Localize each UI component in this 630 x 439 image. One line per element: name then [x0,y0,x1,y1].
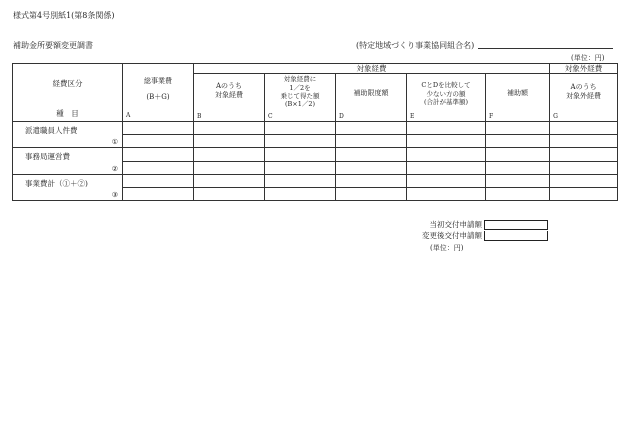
cell-e-lower[interactable] [407,162,486,175]
col-lesser-amount-header [407,74,486,122]
category-bottom-label: 種 目 [56,108,79,118]
initial-application-field[interactable] [484,220,548,230]
row-label: 派遣職員人件費 [25,126,78,136]
row-label-cell [13,148,123,175]
cell-b-lower[interactable] [194,162,265,175]
col-target-cost-line2: 対象経費 [215,91,243,100]
cell-g-lower[interactable] [550,162,618,175]
cell-g-lower[interactable] [550,188,618,201]
cell-b-lower[interactable] [194,188,265,201]
cell-b-upper[interactable] [194,175,265,188]
cell-e-upper[interactable] [407,148,486,162]
organization-name-field[interactable] [478,48,613,49]
row-number: ① [111,137,118,146]
cell-d-upper[interactable] [336,148,407,162]
application-amount-summary [412,219,548,241]
table-row [13,148,618,162]
cell-a-lower[interactable] [123,188,194,201]
row-label-cell [13,175,123,201]
cell-a-upper[interactable] [123,175,194,188]
col-target-cost-header [194,74,265,122]
cell-c-upper[interactable] [265,122,336,135]
summary-unit-label: (単位：円) [430,244,464,252]
cell-d-lower[interactable] [336,188,407,201]
cell-b-upper[interactable] [194,122,265,135]
col-mark-g: G [553,112,558,120]
col-half-amount-line3: 乗じて得た額 [280,91,320,100]
category-header [13,64,123,122]
row-number: ③ [111,190,118,199]
cell-c-lower[interactable] [265,162,336,175]
col-lesser-amount-line1: CとDを比較して [421,81,471,90]
cell-c-upper[interactable] [265,148,336,162]
cell-c-upper[interactable] [265,175,336,188]
col-subsidy-label: 補助額 [507,89,529,98]
cell-g-upper[interactable] [550,148,618,162]
cell-e-lower[interactable] [407,188,486,201]
col-mark-d: D [339,112,344,120]
cell-c-lower[interactable] [265,188,336,201]
row-number: ② [111,164,118,173]
col-mark-f: F [489,112,494,120]
col-total-cost-formula: (B＋G) [146,93,170,102]
cell-e-upper[interactable] [407,122,486,135]
cell-e-lower[interactable] [407,135,486,148]
cell-f-lower[interactable] [486,162,550,175]
cell-g-upper[interactable] [550,175,618,188]
col-mark-e: E [410,112,415,120]
col-nontarget-line1: Aのうち [570,83,597,92]
cell-d-upper[interactable] [336,175,407,188]
col-nontarget-header [550,74,618,122]
cell-a-lower[interactable] [123,162,194,175]
col-mark-b: B [197,112,202,120]
col-subsidy-header [486,74,550,122]
nontarget-cost-group-header: 対象外経費 [550,64,618,74]
col-mark-c: C [268,112,273,120]
cell-b-upper[interactable] [194,148,265,162]
changed-application-field[interactable] [484,231,548,241]
cell-a-upper[interactable] [123,122,194,135]
cell-e-upper[interactable] [407,175,486,188]
cell-f-lower[interactable] [486,188,550,201]
table-row [13,122,618,135]
col-limit-label: 補助限度額 [353,89,389,98]
col-lesser-amount-line2: 少ない方の額 [426,89,466,98]
col-nontarget-line2: 対象外経費 [566,92,602,101]
cell-g-lower[interactable] [550,135,618,148]
cell-g-upper[interactable] [550,122,618,135]
unit-label: (単位：円) [571,54,605,62]
col-lesser-amount-line3: (合計が基準額) [423,97,469,106]
changed-application-label: 変更後交付申請額 [422,231,482,240]
col-total-cost-label: 総事業費 [144,76,172,85]
target-cost-group-header: 対象経費 [194,64,550,74]
cell-f-upper[interactable] [486,122,550,135]
row-label-cell [13,122,123,148]
cell-b-lower[interactable] [194,135,265,148]
cell-f-upper[interactable] [486,148,550,162]
table-row [13,175,618,188]
cell-c-lower[interactable] [265,135,336,148]
cell-d-upper[interactable] [336,122,407,135]
organization-label: (特定地域づくり事業協同組合名) [356,41,475,50]
initial-application-row [412,219,548,230]
budget-change-table [12,63,618,201]
col-half-amount-line1: 対象経費に [283,75,317,84]
cell-d-lower[interactable] [336,162,407,175]
cell-d-lower[interactable] [336,135,407,148]
col-limit-header [336,74,407,122]
row-label: 事務局運営費 [25,152,70,162]
form-number: 様式第4号別紙1(第8条関係) [13,11,115,20]
category-top-label: 経費区分 [52,78,83,88]
row-label: 事業費計（①＋②) [25,179,88,189]
document-title: 補助金所要額変更調書 [13,41,93,50]
cell-a-upper[interactable] [123,148,194,162]
col-target-cost-line1: Aのうち [215,82,243,91]
initial-application-label: 当初交付申請額 [429,220,482,229]
col-half-amount-line2: 1／2を [289,83,311,92]
col-total-cost-header [123,64,194,122]
col-half-amount-header [265,74,336,122]
changed-application-row [412,230,548,241]
cell-f-upper[interactable] [486,175,550,188]
col-half-amount-line4: (B×1／2) [284,99,316,108]
cell-f-lower[interactable] [486,135,550,148]
cell-a-lower[interactable] [123,135,194,148]
col-mark-a: A [126,112,131,120]
